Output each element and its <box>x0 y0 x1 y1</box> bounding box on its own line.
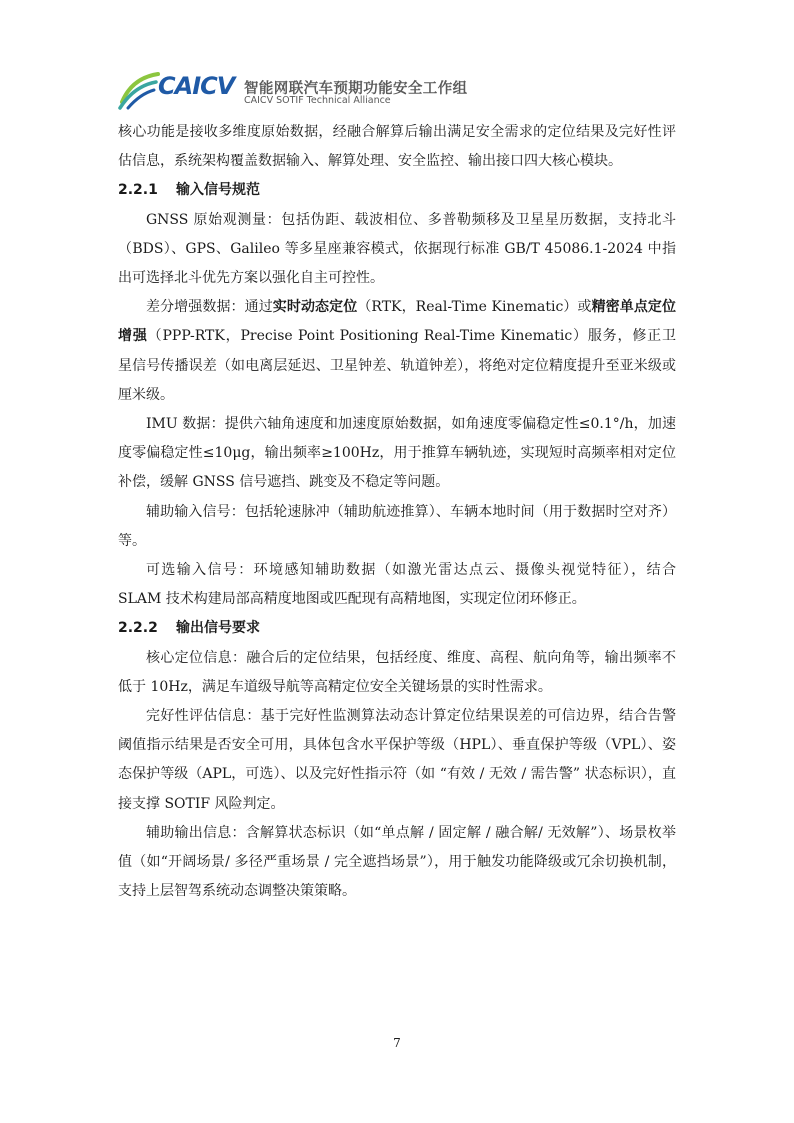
text-run: （RTK，Real-Time Kinematic）或 <box>357 299 592 316</box>
core-positioning-paragraph: 核心定位信息：融合后的定位结果，包括经度、维度、高程、航向角等，输出频率不低于 10Hz，满足车道级导航等高精定位安全关键场景的实时性需求。 <box>118 649 676 695</box>
text-run: （PPP-RTK，Precise Point Positioning Real-Time Kinematic）服务，修正卫星信号传播误差（如电离层延迟、卫星钟差、轨道钟差），将绝对定位精度提升至亚米级或厘米级。 <box>118 328 677 403</box>
bold-term-ppp: 精密单点定位增强 <box>118 299 677 345</box>
section-heading-2-2-2 <box>118 614 676 643</box>
page-header <box>118 68 678 110</box>
page-number: 7 <box>393 1036 401 1050</box>
section-number: 2.2.1 <box>118 182 158 199</box>
section-number: 2.2.2 <box>118 620 158 637</box>
section-title: 输入信号规范 <box>176 182 260 199</box>
imu-paragraph: IMU 数据：提供六轴角速度和加速度原始数据，如角速度零偏稳定性≤0.1°/h，加速度零偏稳定性≤10μg，输出频率≥100Hz，用于推算车辆轨迹，实现短时高频率相对定位补偿，缓解 GNSS 信号遮挡、跳变及不稳定等问题。 <box>118 416 676 491</box>
section-title: 输出信号要求 <box>176 620 260 637</box>
gnss-paragraph: GNSS 原始观测量：包括伪距、载波相位、多普勒频移及卫星星历数据，支持北斗（BDS）、GPS、Galileo 等多星座兼容模式，依据现行标准 GB/T 45086.1-2024 中指出可选择北斗优先方案以强化自主可控性。 <box>118 211 676 287</box>
differential-paragraph <box>118 293 676 410</box>
org-name-en: CAICV SOTIF Technical Alliance <box>244 95 391 106</box>
text-run: 差分增强数据：通过 <box>146 299 273 316</box>
bold-term-rtk: 实时动态定位 <box>272 299 358 316</box>
integrity-paragraph: 完好性评估信息：基于完好性监测算法动态计算定位结果误差的可信边界，结合告警阈值指示结果是否安全可用，具体包含水平保护等级（HPL）、垂直保护等级（VPL）、姿态保护等级（APL，可选）、以及完好性指示符（如 “有效 / 无效 / 需告警” 状态标识），直接支撑 SOTIF 风险判定。 <box>118 708 676 812</box>
intro-paragraph: 核心功能是接收多维度原始数据，经融合解算后输出满足安全需求的定位结果及完好性评估信息，系统架构覆盖数据输入、解算处理、安全监控、输出接口四大核心模块。 <box>118 124 676 170</box>
optional-input-paragraph: 可选输入信号：环境感知辅助数据（如激光雷达点云、摄像头视觉特征），结合 SLAM 技术构建局部高精度地图或匹配现有高精地图，实现定位闭环修正。 <box>118 562 676 608</box>
aux-output-paragraph: 辅助输出信息：含解算状态标识（如“单点解 / 固定解 / 融合解/ 无效解”）、场景枚举值（如“开阔场景/ 多径严重场景 / 完全遮挡场景”），用于触发功能降级或冗余切换机制，支持上层智驾系统动态调整决策策略。 <box>118 824 676 900</box>
aux-input-paragraph: 辅助输入信号：包括轮速脉冲（辅助航迹推算）、车辆本地时间（用于数据时空对齐）等。 <box>118 503 676 549</box>
org-name-cn: 智能网联汽车预期功能安全工作组 <box>244 81 468 97</box>
document-body <box>118 118 676 906</box>
section-heading-2-2-1 <box>118 176 676 205</box>
logo-wordmark: CAICV <box>158 72 235 100</box>
